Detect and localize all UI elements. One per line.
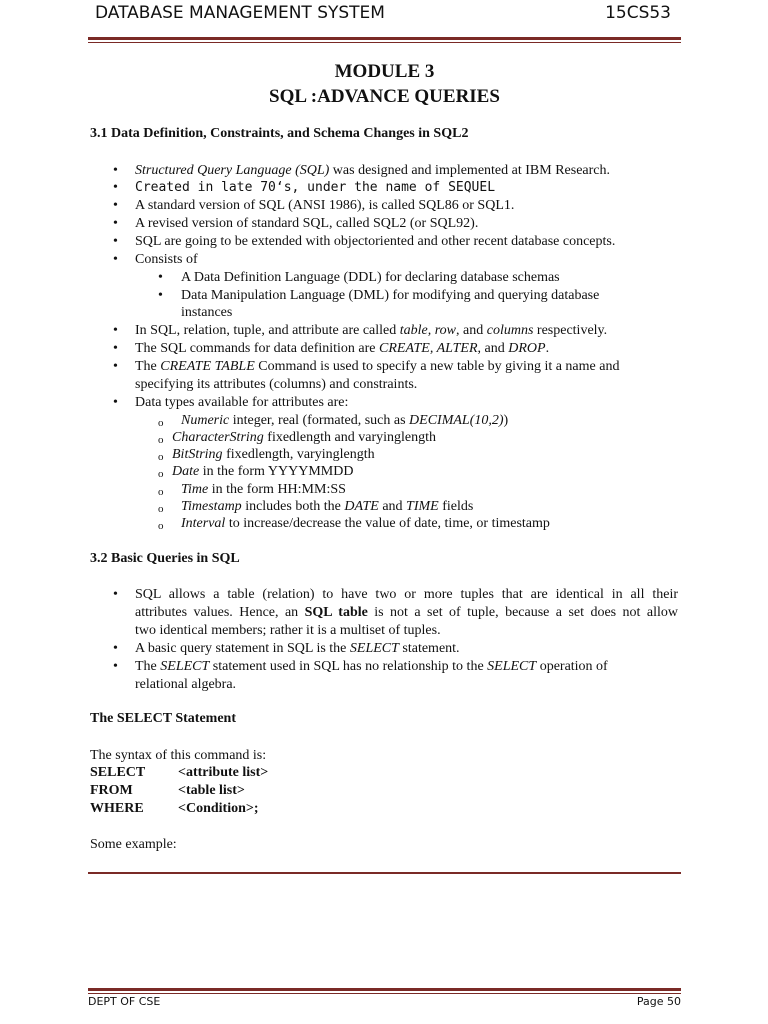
header-rule [88, 37, 681, 40]
bullet-data-types: Data types available for attributes are: [135, 395, 349, 410]
datatype-time: Time in the form HH:MM:SS [181, 482, 346, 497]
datatype-interval: Interval to increase/decrease the value of date, time, or timestamp [181, 516, 550, 531]
section-heading-3-2: 3.2 Basic Queries in SQL [90, 551, 240, 566]
bullet-marker: • [113, 180, 118, 195]
section-heading-3-1: 3.1 Data Definition, Constraints, and Schema Changes in SQL2 [90, 126, 469, 141]
bullet-sequel: Created in late 70‘s, under the name of SEQUEL [135, 180, 496, 195]
bullet-sql86: A standard version of SQL (ANSI 1986), is called SQL86 or SQL1. [135, 198, 515, 213]
sub-bullet-marker: o [158, 468, 164, 480]
bullet-ddl-commands: The SQL commands for data definition are CREATE, ALTER, and DROP. [135, 341, 550, 356]
bullet-marker: • [113, 395, 118, 410]
bullet-marker: • [113, 252, 118, 267]
datatype-characterstring: CharacterString fixedlength and varyinglength [172, 430, 437, 445]
bullet-select-relational: The SELECT statement used in SQL has no relationship to the SELECT operation of [135, 659, 608, 674]
some-example-text: Some example: [90, 837, 177, 852]
syntax-value-select: <attribute list> [178, 765, 269, 780]
bullet-create-table-continued: specifying its attributes (columns) and constraints. [135, 377, 418, 392]
footer-rule [88, 988, 681, 991]
bullet-sql-origin: Structured Query Language (SQL) was designed and implemented at IBM Research. [135, 163, 610, 178]
datatype-timestamp: Timestamp includes both the DATE and TIME fields [181, 499, 474, 514]
bullet-marker: • [113, 659, 118, 674]
syntax-keyword-from: FROM [90, 783, 133, 798]
syntax-intro: The syntax of this command is: [90, 748, 267, 763]
sub-bullet-marker: o [158, 451, 164, 463]
footer-page-number: Page 50 [636, 995, 681, 1008]
bullet-sql2: A revised version of standard SQL, called SQL2 (or SQL92). [135, 216, 479, 231]
bullet-marker: • [113, 641, 118, 656]
bullet-marker: • [158, 270, 163, 285]
bullet-multiset-line3: two identical members; rather it is a multiset of tuples. [135, 623, 441, 638]
datatype-numeric: Numeric integer, real (formated, such as DECIMAL(10,2)) [181, 413, 509, 428]
header-course-title: DATABASE MANAGEMENT SYSTEM [95, 3, 385, 23]
datatype-bitstring: BitString fixedlength, varyinglength [172, 447, 375, 462]
bullet-create-table: The CREATE TABLE Command is used to specify a new table by giving it a name and [135, 359, 620, 374]
bullet-multiset-line2: attributes values. Hence, an SQL table is not a set of tuple, because a set does not allow [135, 605, 678, 620]
sub-bullet-marker: o [158, 417, 164, 429]
header-rule-thin [88, 42, 681, 43]
sub-bullet-marker: o [158, 434, 164, 446]
bullet-marker: • [113, 163, 118, 178]
select-statement-heading: The SELECT Statement [90, 711, 236, 726]
bullet-select-relational-continued: relational algebra. [135, 677, 237, 692]
bullet-table-row-columns: In SQL, relation, tuple, and attribute are called table, row, and columns respectively. [135, 323, 608, 338]
bullet-consists-of: Consists of [135, 252, 198, 267]
bullet-basic-query: A basic query statement in SQL is the SELECT statement. [135, 641, 460, 656]
sub-bullet-marker: o [158, 486, 164, 498]
header-course-code: 15CS53 [605, 3, 671, 23]
bullet-ddl: A Data Definition Language (DDL) for declaring database schemas [181, 270, 560, 285]
content-end-rule [88, 872, 681, 874]
module-title: MODULE 3 [334, 61, 435, 82]
bullet-marker: • [113, 587, 118, 602]
bullet-extended: SQL are going to be extended with objectoriented and other recent database concepts. [135, 234, 616, 249]
syntax-keyword-select: SELECT [90, 765, 146, 780]
footer-department: DEPT OF CSE [88, 995, 161, 1008]
sub-bullet-marker: o [158, 520, 164, 532]
bullet-dml-continued: instances [181, 305, 233, 320]
page-header [95, 3, 671, 27]
sub-bullet-marker: o [158, 503, 164, 515]
syntax-keyword-where: WHERE [90, 801, 144, 816]
bullet-marker: • [113, 359, 118, 374]
datatype-date: Date in the form YYYYMMDD [172, 464, 354, 479]
bullet-dml: Data Manipulation Language (DML) for modifying and querying database [181, 288, 600, 303]
bullet-marker: • [113, 216, 118, 231]
bullet-multiset-line1: SQL allows a table (relation) to have two or more tuples that are identical in all their [135, 587, 678, 602]
syntax-value-where: <Condition>; [178, 801, 259, 816]
bullet-marker: • [158, 288, 163, 303]
syntax-value-from: <table list> [178, 783, 245, 798]
bullet-marker: • [113, 198, 118, 213]
module-subtitle: SQL :ADVANCE QUERIES [269, 86, 500, 107]
bullet-marker: • [113, 341, 118, 356]
bullet-marker: • [113, 323, 118, 338]
bullet-marker: • [113, 234, 118, 249]
footer-rule-thin [88, 993, 681, 994]
